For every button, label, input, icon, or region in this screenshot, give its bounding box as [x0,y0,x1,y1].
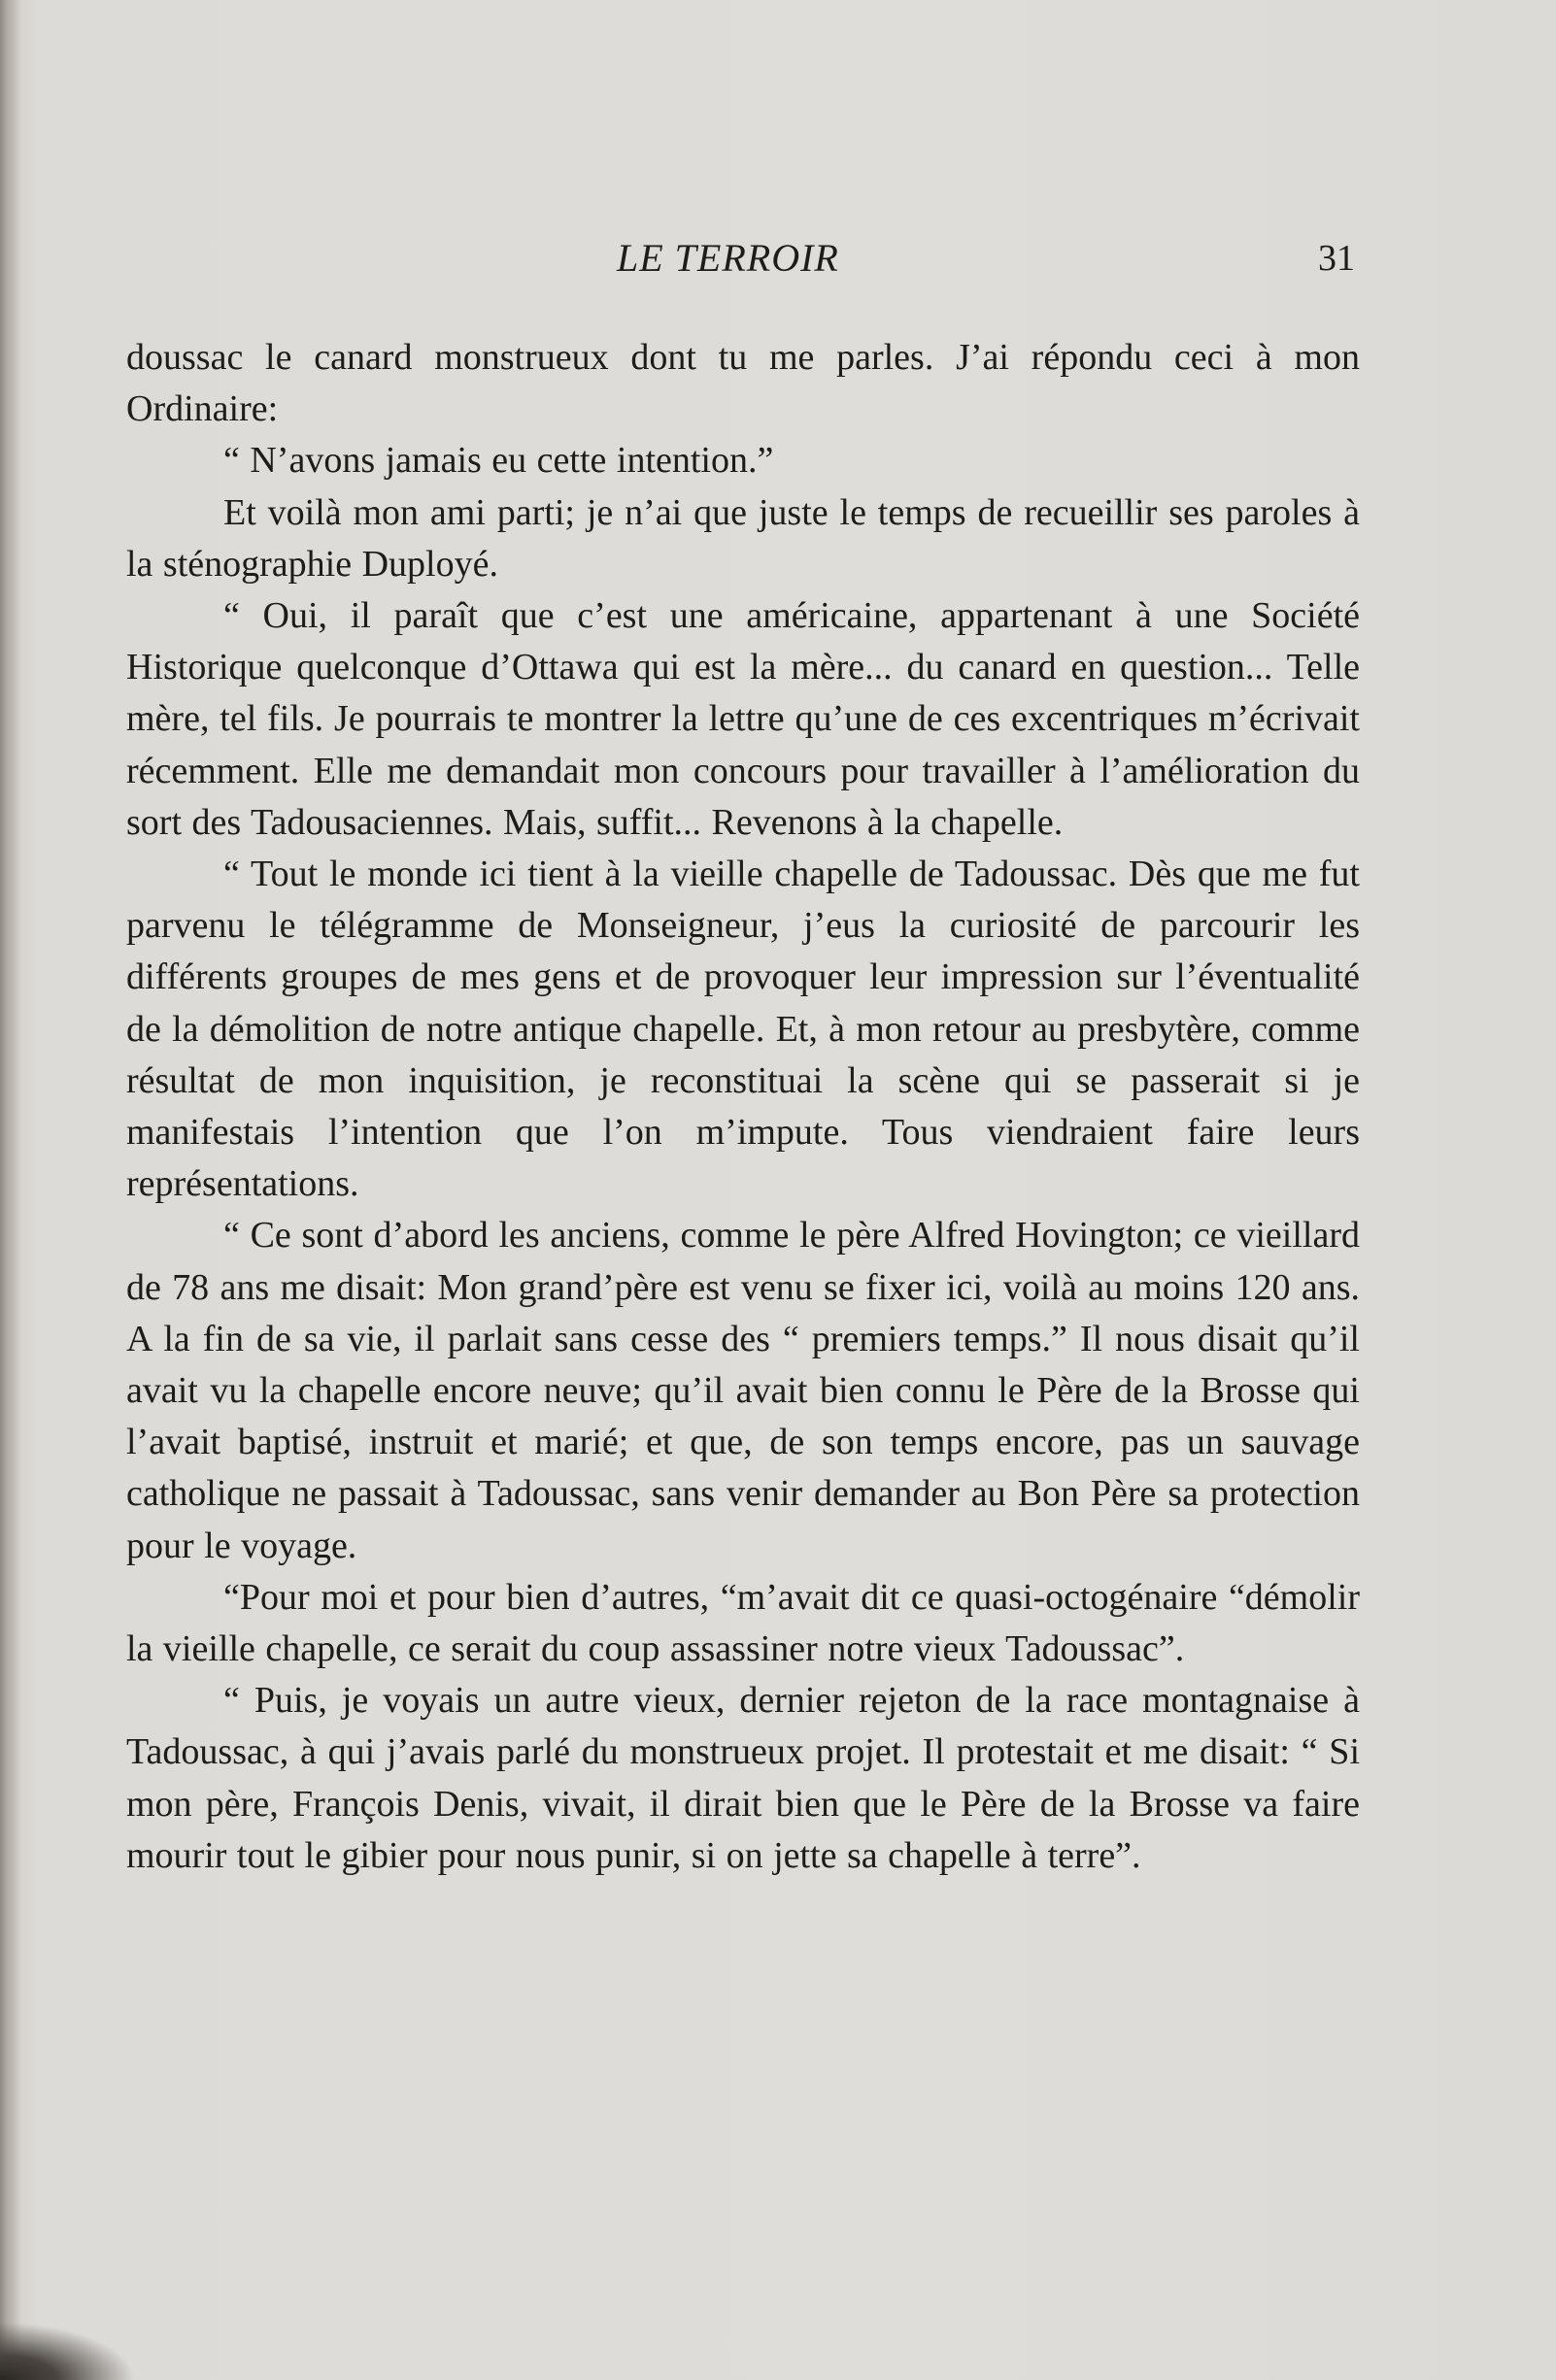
paragraph-continuation: doussac le canard monstrueux dont tu me parles. J’ai répondu ceci à mon Ordinaire: [126,337,1360,430]
running-header [0,229,1556,287]
paragraph: “Pour moi et pour bien d’autres, “m’avait dit ce quasi-octogénaire “démolir la vieille chapelle, ce serait du coup assassiner notre vieux Tadoussac”. [126,1576,1360,1670]
page-corner-curl [0,2322,136,2380]
binding-gutter-shadow [0,0,21,2380]
paragraph: “ Puis, je voyais un autre vieux, dernier rejeton de la race montagnaise à Tadoussac, à qui j’avais parlé du monstrueux projet. Il protestait et me disait: “ Si mon père, François Denis, vivait, il dirait bien que le Père de la Brosse va faire mourir tout le gibier pour nous punir, si on jette sa chapelle à terre”. [126,1680,1360,1876]
running-header-title: LE TERROIR [617,236,839,280]
paragraph: “ Ce sont d’abord les anciens, comme le père Alfred Hovington; ce vieillard de 78 ans me disait: Mon grand’père est venu se fixer ici, voilà au moins 120 ans. A la fin de sa vie, il parlait sans cesse des “ premiers temps.” Il nous disait qu’il avait vu la chapelle encore neuve; qu’il avait bien connu le Père de la Brosse qui l’avait baptisé, instruit et marié; et que, de son temps encore, pas un sauvage catholique ne passait à Tadoussac, sans venir demander au Bon Père sa protection pour le voyage. [126,1215,1360,1566]
paragraph: “ Oui, il paraît que c’est une américaine, appartenant à une Société Historique quelconque d’Ottawa qui est la mère... du canard en question... Telle mère, tel fils. Je pourrais te montrer la lettre qu’une de ces excentriques m’écrivait récemment. Elle me demandait mon concours pour travailler à l’amélioration du sort des Tadousaciennes. Mais, suffit... Revenons à la chapelle. [126,595,1360,843]
paragraph: “ Tout le monde ici tient à la vieille chapelle de Tadoussac. Dès que me fut parvenu le télégramme de Monseigneur, j’eus la curiosité de parcourir les différents groupes de mes gens et de provoquer leur impression sur l’éventualité de la démolition de notre antique chapelle. Et, à mon retour au presbytère, comme résultat de mon inquisition, je reconstituai la scène qui se passerait si je manifestais l’intention que l’on m’impute. Tous viendraient faire leurs représentations. [126,854,1360,1205]
paragraph: “ N’avons jamais eu cette intention.” [223,440,774,482]
page-number: 31 [1318,238,1355,279]
body-text [126,332,1360,1882]
paragraph: Et voilà mon ami parti; je n’ai que juste le temps de recueillir ses paroles à la sténographie Duployé. [126,491,1360,585]
